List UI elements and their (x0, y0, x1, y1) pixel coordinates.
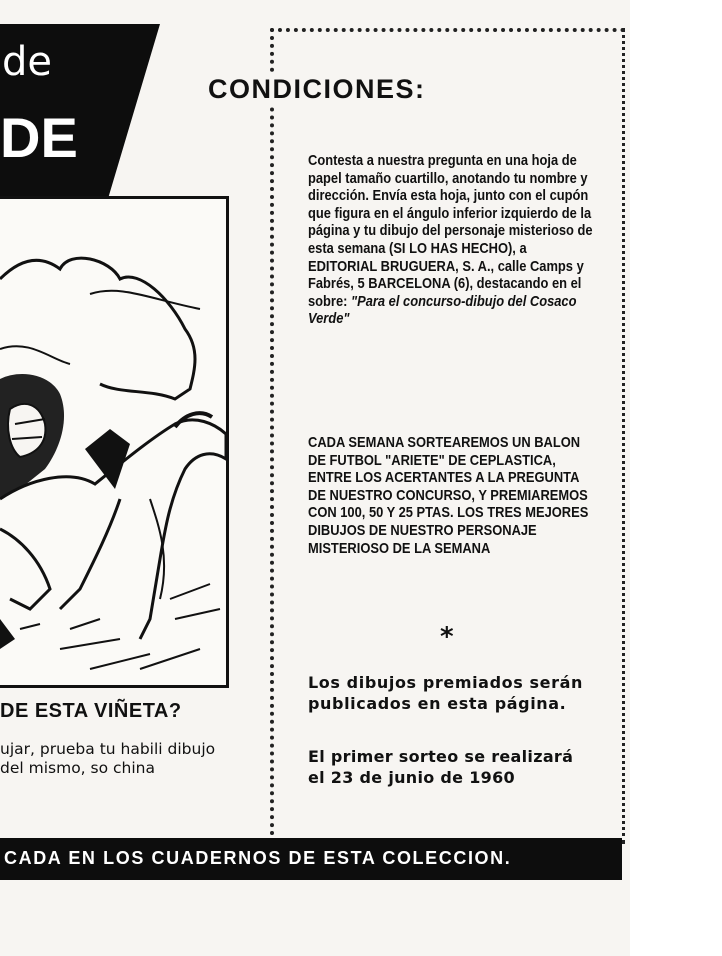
panel-question: DE ESTA VIÑETA? (0, 700, 182, 722)
banner-text-DE: DE (0, 106, 78, 169)
footer-text: CADA EN LOS CUADERNOS DE ESTA COLECCION. (4, 848, 512, 868)
conditions-paragraph-3: Los dibujos premiados serán publicados en esta página. (308, 673, 583, 713)
comic-panel (0, 196, 229, 688)
footer-bar (0, 838, 622, 880)
horse-rider-illustration (0, 199, 226, 685)
conditions-paragraph-4: El primer sorteo se realizará el 23 de junio de 1960 (308, 747, 574, 787)
conditions-paragraph-2: CADA SEMANA SORTEAREMOS UN BALON DE FUTBOL "ARIETE" DE CEPLASTICA, ENTRE LOS ACERTANTES A LA PREGUNTA DE NUESTRO CONCURSO, Y PREMIAREMOS CON 100, 50 Y 25 PTAS. LOS TRES MEJORES DIBUJOS DE NUESTRO PERSONAJE MISTERIOSO DE LA SEMANA (308, 434, 589, 557)
conditions-paragraph-1 (308, 152, 596, 328)
asterisk-divider: * (440, 622, 454, 652)
conditions-paragraph-1-text: Contesta a nuestra pregunta en una hoja de papel tamaño cuartillo, anotando tu nombre y dirección. Envía esta hoja, junto con el cupón que figura en el ángulo inferior izquierdo de la página y tu dibujo del personaje misterioso de esta semana (SI LO HAS HECHO), a EDITORIAL BRUGUERA, S. A., calle Camps y Fabrés, 5 BARCELONA (6), destacando en el sobre: (308, 152, 593, 310)
conditions-paragraph-1-emphasis: "Para el concurso-dibujo del Cosaco Verde" (308, 292, 577, 328)
conditions-title: CONDICIONES: (208, 74, 430, 105)
banner-text-de: de (2, 39, 52, 85)
panel-instructions: ujar, prueba tu habili dibujo del mismo, so china (0, 740, 216, 777)
